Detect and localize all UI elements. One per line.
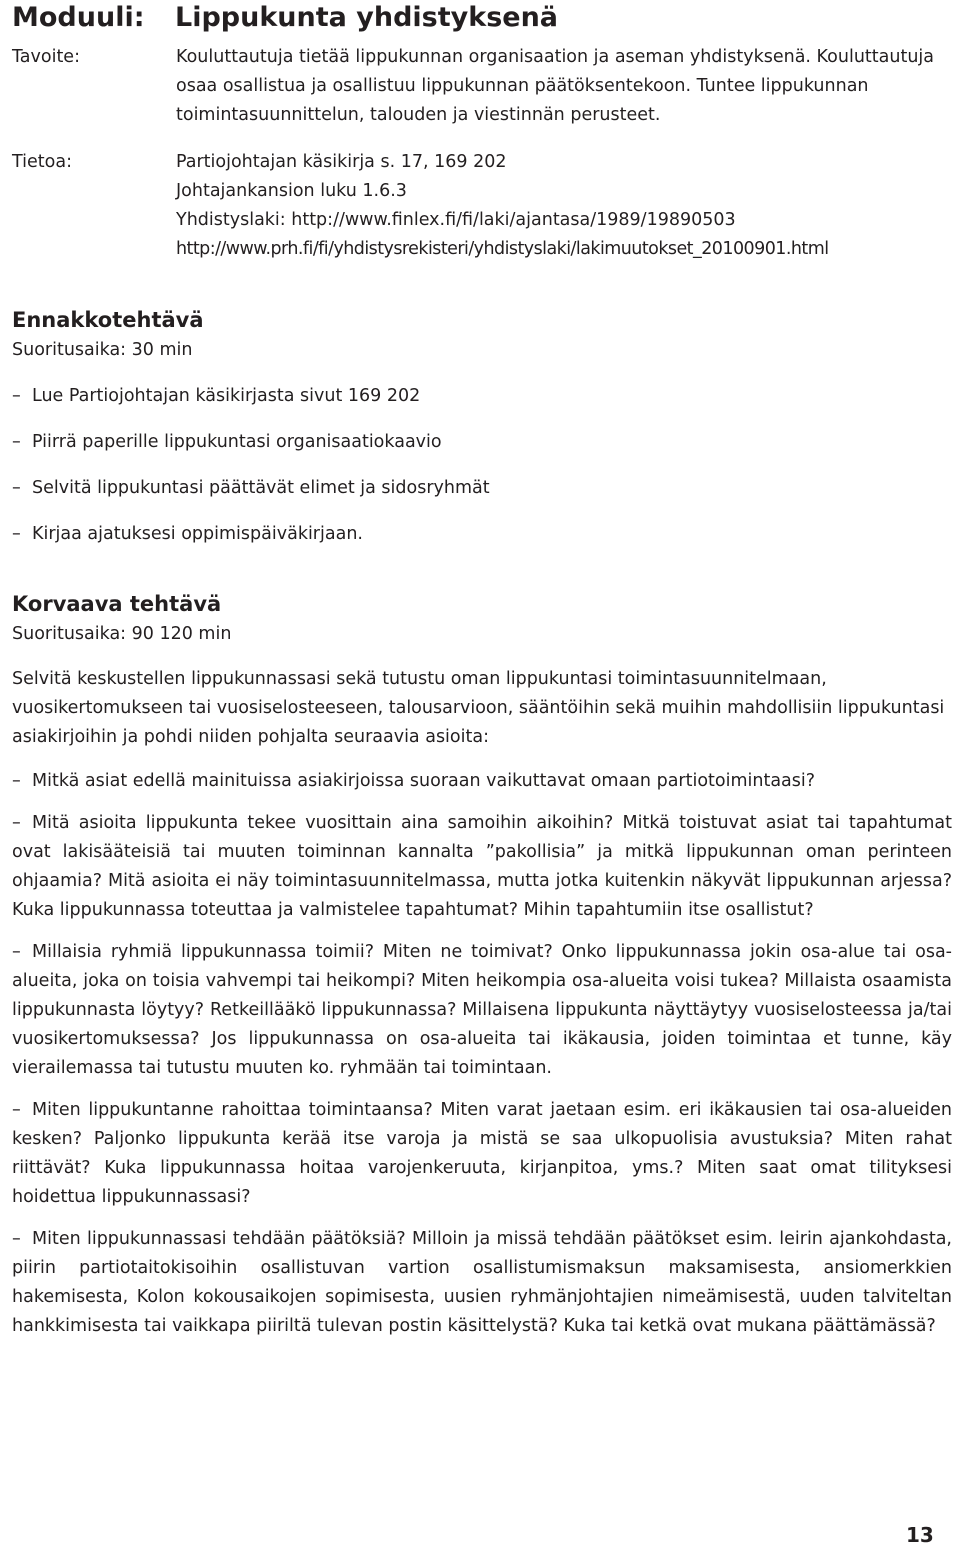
module-header — [12, 0, 952, 38]
module-label: Moduuli: — [12, 2, 145, 33]
tavoite-label: Tavoite: — [12, 47, 80, 67]
tietoa-link[interactable]: Yhdistyslaki: http://www.finlex.fi/fi/laki/ajantasa/1989/19890503 — [176, 210, 736, 230]
list-item — [12, 474, 952, 520]
korvaava-duration: Suoritusaika: 90 120 min — [12, 624, 232, 644]
tietoa-label: Tietoa: — [12, 152, 72, 172]
list-item — [12, 938, 952, 1083]
list-item — [12, 1225, 952, 1341]
dash-marker: – — [12, 1100, 21, 1120]
ennakkotehtava-duration: Suoritusaika: 30 min — [12, 340, 193, 360]
list-item — [12, 428, 952, 474]
list-item — [12, 382, 952, 428]
list-item — [12, 809, 952, 925]
tietoa-item: Johtajankansion luku 1.6.3 — [176, 181, 407, 201]
list-item-text: Selvitä lippukuntasi päättävät elimet ja sidosryhmät — [32, 478, 490, 498]
list-item-text: Mitkä asiat edellä mainituissa asiakirjoissa suoraan vaikuttavat omaan partiotoimintaasi? — [32, 771, 816, 791]
dash-marker: – — [12, 942, 21, 962]
dash-marker: – — [12, 771, 21, 791]
list-item-text: Piirrä paperille lippukuntasi organisaatiokaavio — [32, 432, 442, 452]
korvaava-list — [12, 767, 952, 1354]
ennakkotehtava-list — [12, 382, 952, 566]
dash-marker: – — [12, 386, 21, 406]
list-item-text: Miten lippukuntanne rahoittaa toimintaansa? Miten varat jaetaan esim. eri ikäkausien tai osa-alueiden kesken? Paljonko lippukunta kerää itse varoja ja mistä se saa ulkopuolisia avustuksia? Miten rahat riittävät? Kuka lippukunnassa hoitaa varojenkeruuta, kirjanpitoa, yms.? Miten saat omat tilityksesi hoidettua lippukunnassasi? — [12, 1100, 952, 1207]
list-item — [12, 1096, 952, 1212]
dash-marker: – — [12, 478, 21, 498]
page-number: 13 — [906, 1523, 934, 1547]
ennakkotehtava-heading: Ennakkotehtävä — [12, 308, 204, 332]
list-item-text: Kirjaa ajatuksesi oppimispäiväkirjaan. — [32, 524, 363, 544]
module-title: Lippukunta yhdistyksenä — [175, 2, 559, 33]
dash-marker: – — [12, 432, 21, 452]
tietoa-link[interactable]: http://www.prh.fi/fi/yhdistysrekisteri/yhdistyslaki/lakimuutokset_20100901.html — [176, 239, 829, 259]
list-item-text: Mitä asioita lippukunta tekee vuosittain aina samoihin aikoihin? Mitkä toistuvat asiat tai tapahtumat ovat lakisääteisiä tai muuten toiminnan kannalta ”pakollisia” ja mitkä lippukunnan oman perinteen ohjaamia? Mitä asioita ei näy toimintasuunnitelmassa, mutta jotka kuitenkin näkyvät lippukunnan arjessa? Kuka lippukunnassa toteuttaa ja valmistelee tapahtumat? Mihin tapahtumiin itse osallistut? — [12, 813, 952, 920]
korvaava-heading: Korvaava tehtävä — [12, 592, 222, 616]
list-item-text: Miten lippukunnassasi tehdään päätöksiä? Milloin ja missä tehdään päätökset esim. leirin ajankohdasta, piirin partiotaitokisoihin osallistuvan vartion osallistumismaksun maksamisesta, ansiomerkkien hakemisesta, Kolon kokousaikojen sopimisesta, uusien ryhmänjohtajien nimeämisestä, uuden talviteltan hankkimisesta tai vaikkapa piiriltä tulevan postin käsittelystä? Kuka tai ketkä ovat mukana päättämässä? — [12, 1229, 952, 1336]
list-item-text: Millaisia ryhmiä lippukunnassa toimii? Miten ne toimivat? Onko lippukunnassa jokin osa-alue tai osa-alueita, joka on toisia vahvempi tai heikompi? Miten heikompia osa-alueita voisi tukea? Millaista osaamista lippukunnasta löytyy? Retkeillääkö lippukunnassa? Millaisena lippukunta näyttäytyy vuosiselosteessa ja/tai vuosikertomuksessa? Jos lippukunnassa on osa-alueita tai ikäkausia, joiden toimintaa et tunne, käy vierailemassa tai tutustu muuten ko. ryhmään tai toimintaan. — [12, 942, 952, 1078]
tietoa-list — [176, 148, 956, 264]
tavoite-text: Kouluttautuja tietää lippukunnan organisaation ja aseman yhdistyksenä. Kouluttautuja osaa osallistua ja osallistuu lippukunnan päätöksentekoon. Tuntee lippukunnan toimintasuunnittelun, talouden ja viestinnän perusteet. — [176, 47, 934, 125]
korvaava-intro: Selvitä keskustellen lippukunnassasi sekä tutustu oman lippukuntasi toimintasuunnitelmaan, vuosikertomukseen tai vuosiselosteeseen, talousarvioon, sääntöihin sekä muihin mahdollisiin lippukuntasi asiakirjoihin ja pohdi niiden pohjalta seuraavia asioita: — [12, 669, 945, 747]
dash-marker: – — [12, 813, 21, 833]
tietoa-item: Partiojohtajan käsikirja s. 17, 169 202 — [176, 152, 507, 172]
list-item — [12, 520, 952, 566]
list-item — [12, 767, 952, 796]
dash-marker: – — [12, 524, 21, 544]
list-item-text: Lue Partiojohtajan käsikirjasta sivut 169 202 — [32, 386, 421, 406]
dash-marker: – — [12, 1229, 21, 1249]
